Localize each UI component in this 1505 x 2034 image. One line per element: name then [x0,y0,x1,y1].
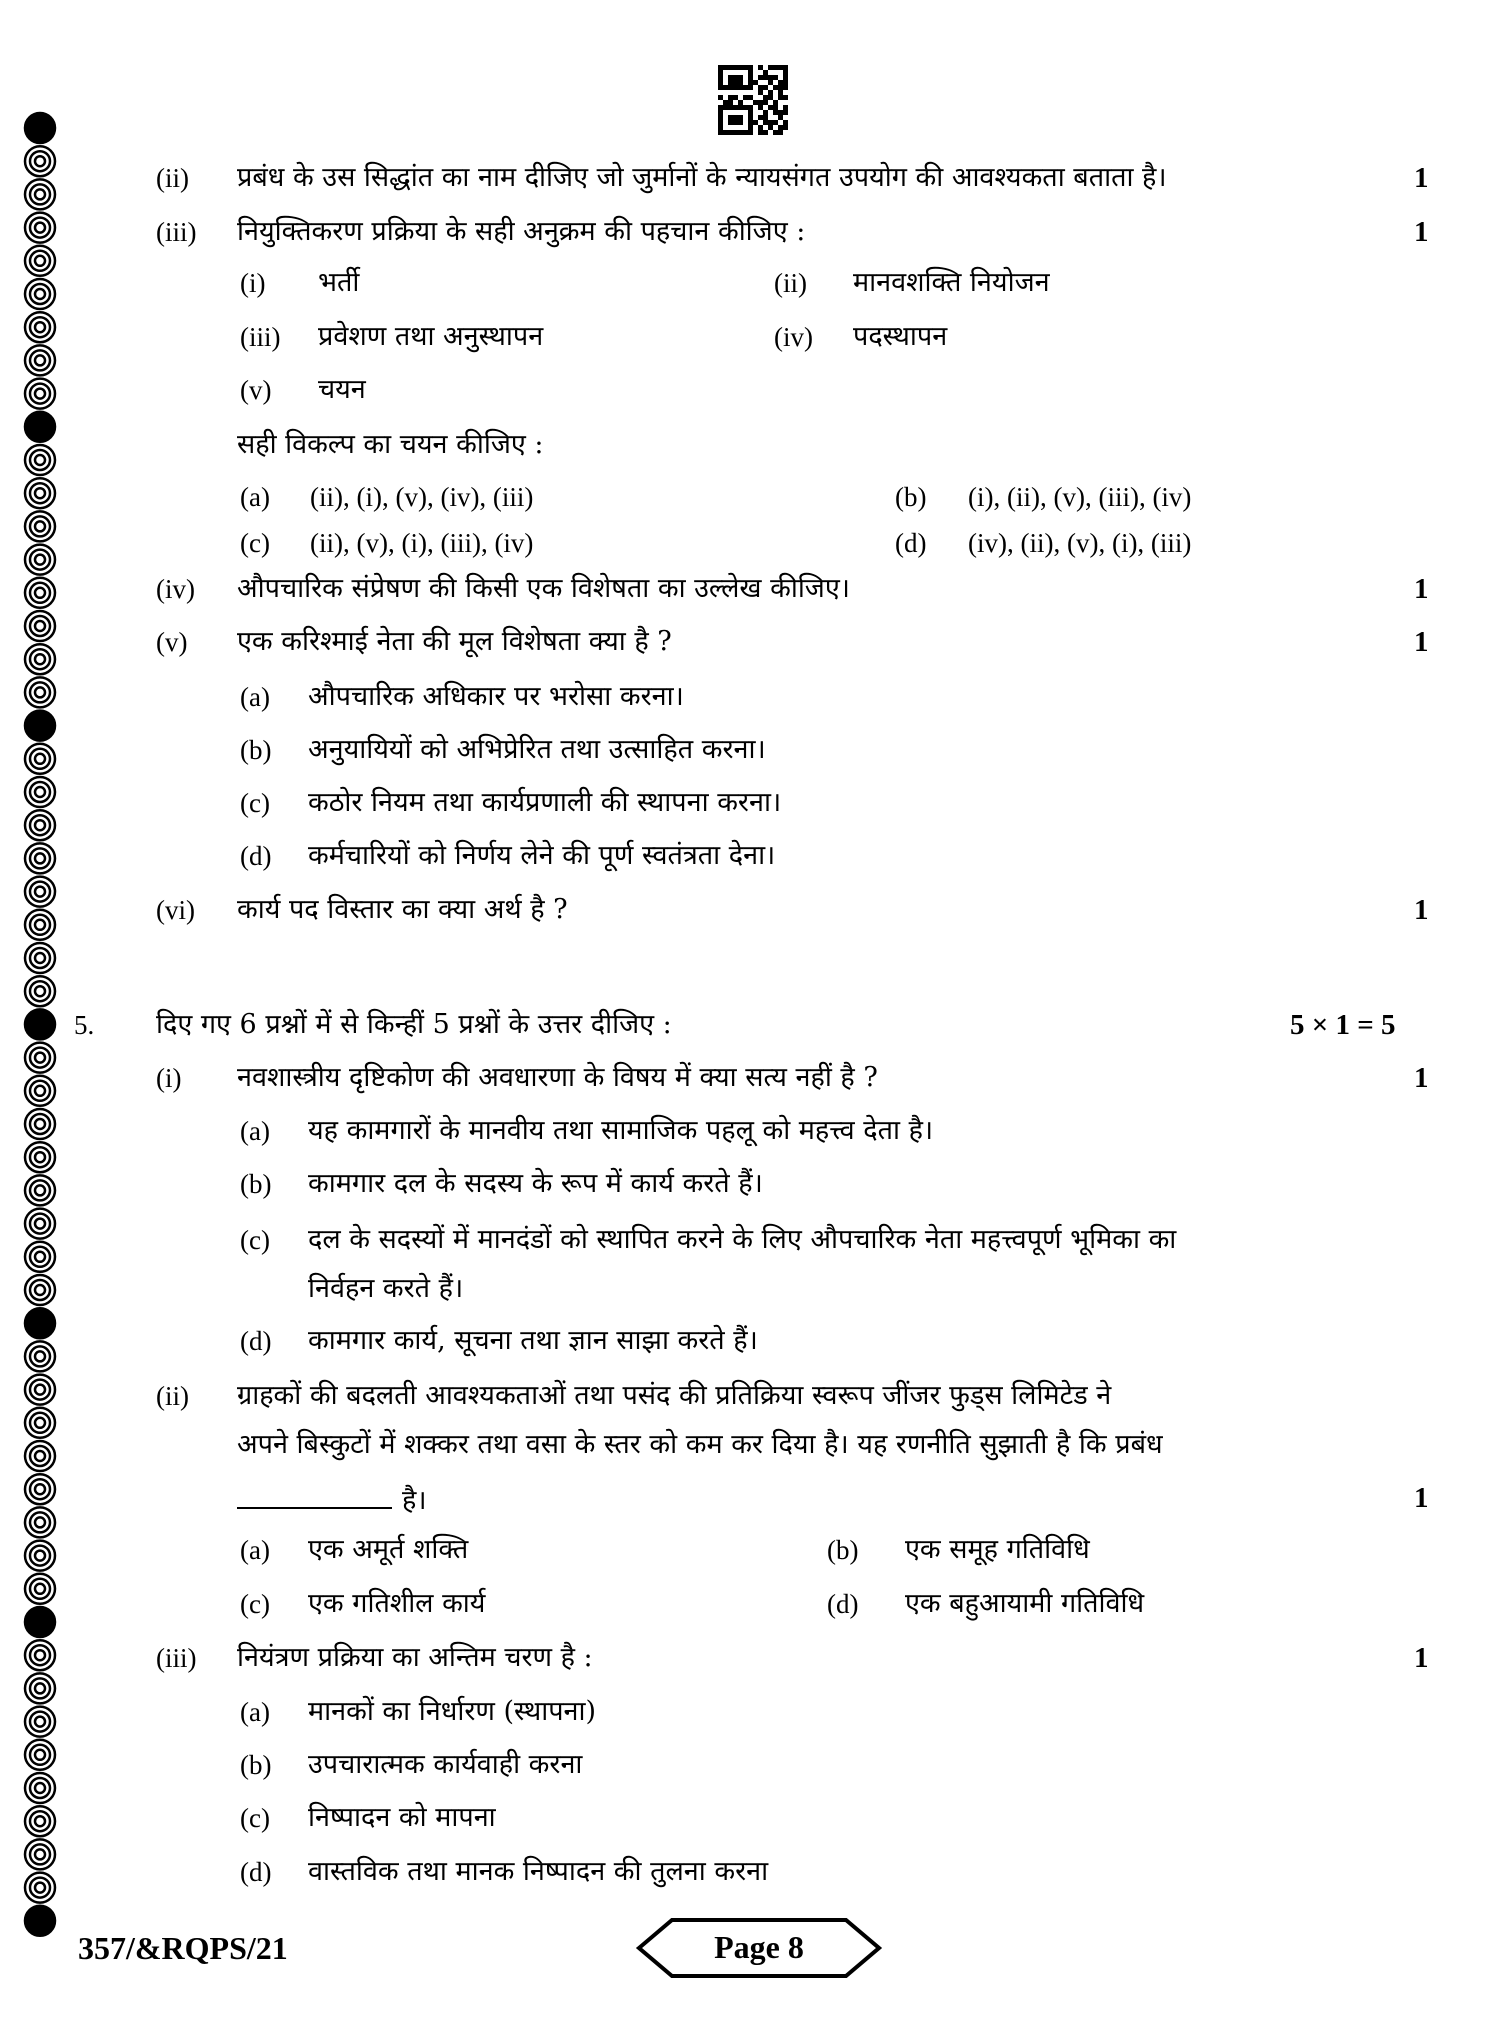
option-text: उपचारात्मक कार्यवाही करना [308,1749,583,1780]
question-marks: 5 × 1 = 5 [1290,1009,1396,1041]
ring-icon [25,1142,55,1172]
option-label: (a) [240,1116,270,1146]
ring-icon [25,644,55,674]
ring-icon [25,1574,55,1604]
ring-icon [25,1375,55,1405]
ring-icon [25,312,55,342]
page-number-badge [636,1917,882,1979]
option-label: (b) [240,735,272,765]
option-label: (d) [240,1326,272,1356]
question-marks: 1 [1414,1482,1429,1514]
ring-icon [25,744,55,774]
ring-icon [25,445,55,475]
option-text: एक समूह गतिविधि [905,1534,1090,1565]
option-text: एक अमूर्त शक्ति [308,1534,469,1565]
option-label: (b) [240,1169,272,1199]
option-text: मानकों का निर्धारण (स्थापना) [308,1696,597,1727]
question-text: कार्य पद विस्तार का क्या अर्थ है ? [237,894,568,925]
item-text: प्रवेशण तथा अनुस्थापन [318,321,544,352]
question-number: (vi) [156,895,195,925]
filled-ring-icon [25,1607,55,1637]
option-label: (a) [240,482,270,512]
ring-icon [25,943,55,973]
ring-icon [25,1076,55,1106]
ring-icon [25,1773,55,1803]
question-marks: 1 [1414,216,1429,248]
question-text: नियंत्रण प्रक्रिया का अन्तिम चरण है : [237,1642,593,1673]
question-marks: 1 [1414,162,1429,194]
ring-icon [25,1839,55,1869]
ring-icon [25,1043,55,1073]
option-label: (c) [240,528,270,558]
ring-icon [25,1474,55,1504]
question-number: (ii) [156,1381,189,1411]
ring-icon [25,1873,55,1903]
option-label: (c) [240,1803,270,1833]
question-text: दिए गए 6 प्रश्नों में से किन्हीं 5 प्रश्नों के उत्तर दीजिए : [156,1009,672,1040]
ring-icon [25,1109,55,1139]
ring-icon [25,1673,55,1703]
question-number: (ii) [156,163,189,193]
option-label: (d) [895,528,927,558]
option-label: (d) [827,1589,859,1619]
question-marks: 1 [1414,573,1429,605]
ring-icon [25,179,55,209]
option-text: (ii), (i), (v), (iv), (iii) [310,482,534,512]
ring-icon [25,511,55,541]
ring-icon [25,910,55,940]
option-label: (c) [240,788,270,818]
page-number: Page 8 [714,1929,804,1965]
option-text: कामगार दल के सदस्य के रूप में कार्य करते हैं। [308,1168,763,1199]
filled-ring-icon [25,711,55,741]
ring-icon [25,1441,55,1471]
ring-icon [25,877,55,907]
ring-icon [25,1740,55,1770]
option-label: (c) [240,1225,270,1255]
item-number: (i) [240,268,266,298]
ring-icon [25,1707,55,1737]
option-text: यह कामगारों के मानवीय तथा सामाजिक पहलू को महत्त्व देता है। [308,1115,934,1146]
option-text: अनुयायियों को अभिप्रेरित तथा उत्साहित करना। [308,734,766,765]
filled-ring-icon [25,1308,55,1338]
option-text: कठोर नियम तथा कार्यप्रणाली की स्थापना करना। [308,787,782,818]
paper-code: 357/&RQPS/21 [78,1930,288,1966]
ring-icon [25,1507,55,1537]
ring-icon [25,279,55,309]
ring-icon [25,1640,55,1670]
ring-icon [25,1175,55,1205]
option-text: कर्मचारियों को निर्णय लेने की पूर्ण स्वतंत्रता देना। [308,840,776,871]
question-marks: 1 [1414,626,1429,658]
question-number: (iii) [156,1643,197,1673]
option-text: निष्पादन को मापना [308,1802,496,1833]
option-text: (ii), (v), (i), (iii), (iv) [310,528,534,558]
option-label: (a) [240,682,270,712]
ring-icon [25,146,55,176]
option-label: (b) [827,1535,859,1565]
question-marks: 1 [1414,1062,1429,1094]
ring-icon [25,345,55,375]
ring-icon [25,1806,55,1836]
option-text: वास्तविक तथा मानक निष्पादन की तुलना करना [308,1856,769,1887]
ring-icon [25,578,55,608]
question-number: 5. [74,1010,95,1040]
item-text: भर्ती [318,267,360,298]
question-text: एक करिश्माई नेता की मूल विशेषता क्या है ? [237,626,672,657]
item-number: (ii) [774,268,807,298]
ring-icon [25,478,55,508]
question-marks: 1 [1414,894,1429,926]
ring-icon [25,1242,55,1272]
ring-icon [25,843,55,873]
option-text: दल के सदस्यों में मानदंडों को स्थापित करने के लिए औपचारिक नेता महत्त्वपूर्ण भूमिका का [308,1224,1177,1255]
ring-icon [25,1541,55,1571]
item-text: पदस्थापन [853,321,948,352]
filled-ring-icon [25,1906,55,1936]
option-label: (b) [895,482,927,512]
ring-icon [25,1408,55,1438]
question-marks: 1 [1414,1642,1429,1674]
option-text: एक गतिशील कार्य [308,1588,486,1619]
filled-ring-icon [25,412,55,442]
question-number: (v) [156,627,188,657]
ring-icon [25,545,55,575]
item-text: मानवशक्ति नियोजन [853,267,1050,298]
ring-icon [25,246,55,276]
ring-icon [25,1341,55,1371]
option-text: (i), (ii), (v), (iii), (iv) [968,482,1192,512]
item-text: चयन [318,374,366,405]
question-text-continued: अपने बिस्कुटों में शक्कर तथा वसा के स्तर को कम कर दिया है। यह रणनीति सुझाती है कि प्रबंध [237,1429,1163,1460]
ring-icon [25,810,55,840]
question-text: नवशास्त्रीय दृष्टिकोण की अवधारणा के विषय में क्या सत्य नहीं है ? [237,1062,878,1093]
ring-icon [25,1209,55,1239]
option-text: (iv), (ii), (v), (i), (iii) [968,528,1192,558]
option-text: एक बहुआयामी गतिविधि [905,1588,1145,1619]
item-number: (iv) [774,322,813,352]
question-number: (iii) [156,217,197,247]
ring-icon [25,379,55,409]
qr-code-icon [718,64,788,136]
option-label: (a) [240,1697,270,1727]
ring-icon [25,777,55,807]
filled-ring-icon [25,1009,55,1039]
question-number: (iv) [156,574,195,604]
ring-icon [25,213,55,243]
instruction-text: सही विकल्प का चयन कीजिए : [237,429,544,460]
option-text: औपचारिक अधिकार पर भरोसा करना। [308,681,684,712]
option-label: (b) [240,1750,272,1780]
filled-ring-icon [25,113,55,143]
option-label: (d) [240,841,272,871]
option-text: कामगार कार्य, सूचना तथा ज्ञान साझा करते हैं। [308,1325,758,1356]
option-label: (d) [240,1857,272,1887]
option-label: (a) [240,1535,270,1565]
ring-icon [25,1275,55,1305]
fill-in-blank [237,1481,392,1509]
option-label: (c) [240,1589,270,1619]
question-text: प्रबंध के उस सिद्धांत का नाम दीजिए जो जुर्मानों के न्यायसंगत उपयोग की आवश्यकता बताता है। [237,162,1167,193]
question-text-blank-line [237,1481,427,1518]
ring-icon [25,677,55,707]
ring-icon [25,611,55,641]
decorative-ring-border [20,0,60,2034]
question-text: नियुक्तिकरण प्रक्रिया के सही अनुक्रम की पहचान कीजिए : [237,216,806,247]
question-text-end: है। [402,1485,427,1516]
item-number: (iii) [240,322,281,352]
ring-icon [25,976,55,1006]
item-number: (v) [240,375,272,405]
question-text: ग्राहकों की बदलती आवश्यकताओं तथा पसंद की प्रतिक्रिया स्वरूप जींजर फुड्स लिमिटेड ने [237,1380,1112,1411]
option-text-continued: निर्वहन करते हैं। [308,1273,464,1304]
question-number: (i) [156,1063,182,1093]
question-text: औपचारिक संप्रेषण की किसी एक विशेषता का उल्लेख कीजिए। [237,573,851,604]
